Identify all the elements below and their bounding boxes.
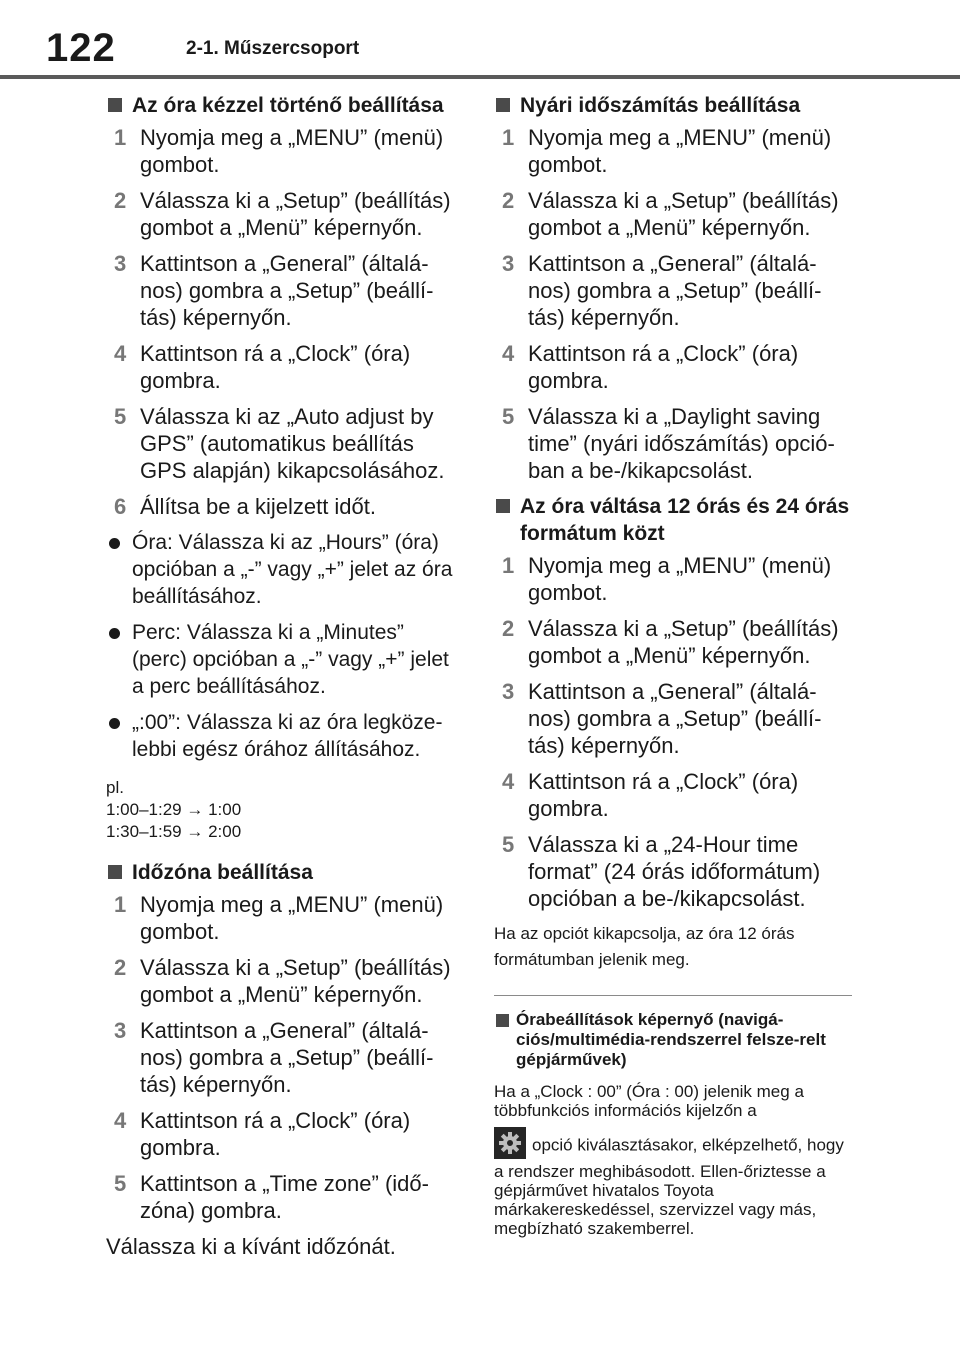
step-number: 4 (502, 769, 515, 794)
step-text: Kattintson rá a „Clock” (óra) gombra. (140, 1108, 411, 1160)
step-item (494, 403, 854, 484)
bullet-dot-icon (109, 538, 120, 549)
step-text: Kattintson a „General” (általá-nos) gombra a „Setup” (beállí-tás) képernyőn. (140, 1018, 434, 1097)
step-number: 2 (502, 188, 515, 213)
step-item (494, 552, 854, 606)
step-text: Válassza ki a „Daylight saving time” (nyári időszámítás) opció-ban a be-/kikapcsolást. (528, 404, 835, 483)
bullet-text: Perc: Válassza ki a „Minutes” (perc) opcióban a „-” vagy „+” jelet a perc beállításához. (132, 621, 449, 698)
bullet-item (106, 619, 462, 700)
step-item (106, 340, 462, 394)
timezone-final-text: Válassza ki a kívánt időzónát. (106, 1234, 396, 1259)
section-marker-icon (108, 98, 122, 112)
step-text: Nyomja meg a „MENU” (menü) gombot. (140, 125, 444, 177)
right-column (494, 88, 854, 1238)
bullet-item (106, 709, 462, 763)
section-marker-icon (496, 98, 510, 112)
step-item (106, 403, 462, 484)
step-text: Állítsa be a kijelzett időt. (140, 494, 377, 519)
step-number: 1 (502, 553, 515, 578)
section-title: 2-1. Műszercsoport (186, 38, 360, 59)
heading-timezone: Időzóna beállítása (106, 859, 462, 886)
step-text: Kattintson rá a „Clock” (óra) gombra. (140, 341, 411, 393)
step-text: Kattintson rá a „Clock” (óra) gombra. (528, 341, 799, 393)
step-number: 5 (114, 404, 127, 429)
example-line: 1:00–1:29 → 1:00 (106, 800, 242, 819)
heading-manual-clock: Az óra kézzel történő beállítása (106, 92, 462, 119)
bullet-text: „:00”: Válassza ki az óra legköze-lebbi egész órához állításához. (132, 711, 443, 761)
bullet-item (106, 529, 462, 610)
step-item (106, 187, 462, 241)
step-number: 5 (502, 832, 515, 857)
step-number: 4 (114, 341, 127, 366)
step-text: Nyomja meg a „MENU” (menü) gombot. (140, 892, 444, 944)
format-note: Ha az opciót kikapcsolja, az óra 12 órás formátumban jelenik meg. (494, 924, 795, 969)
step-item (494, 615, 854, 669)
step-text: Válassza ki a „Setup” (beállítás) gombot a „Menü” képernyőn. (140, 188, 451, 240)
step-item (106, 891, 462, 945)
step-text: Válassza ki a „Setup” (beállítás) gombot a „Menü” képernyőn. (528, 188, 839, 240)
step-text: Kattintson a „General” (általá-nos) gombra a „Setup” (beállí-tás) képernyőn. (528, 251, 822, 330)
manual-bullets-list (106, 529, 462, 763)
heading-dst: Nyári időszámítás beállítása (494, 92, 854, 119)
example-line: pl. (106, 778, 124, 797)
step-number: 3 (114, 251, 127, 276)
step-item (494, 124, 854, 178)
example-note (106, 777, 462, 843)
step-text: Válassza ki a „Setup” (beállítás) gombot a „Menü” képernyőn. (528, 616, 839, 668)
section-marker-icon (496, 499, 510, 513)
step-number: 2 (114, 188, 127, 213)
section-marker-icon (496, 1014, 509, 1027)
step-item (494, 831, 854, 912)
step-item (494, 340, 854, 394)
manual-steps-list (106, 124, 462, 520)
step-text: Kattintson a „General” (általá-nos) gombra a „Setup” (beállí-tás) képernyőn. (528, 679, 822, 758)
bullet-dot-icon (109, 628, 120, 639)
step-item (106, 250, 462, 331)
step-number: 5 (114, 1171, 127, 1196)
step-item (106, 954, 462, 1008)
page-header (0, 0, 960, 84)
step-number: 5 (502, 404, 515, 429)
step-item (106, 1017, 462, 1098)
gear-icon (494, 1127, 526, 1159)
step-text: Nyomja meg a „MENU” (menü) gombot. (528, 125, 832, 177)
step-text: Nyomja meg a „MENU” (menü) gombot. (528, 553, 832, 605)
bullet-text: Óra: Válassza ki az „Hours” (óra) opcióban a „-” vagy „+” jelet az óra beállításához. (132, 531, 453, 608)
step-number: 6 (114, 494, 127, 519)
step-text: Válassza ki az „Auto adjust by GPS” (automatikus beállítás GPS alapján) kikapcsolásához. (140, 404, 445, 483)
format-steps-list (494, 552, 854, 912)
step-item (494, 768, 854, 822)
step-item (494, 678, 854, 759)
step-item (106, 493, 462, 520)
step-text: Kattintson a „General” (általá-nos) gombra a „Setup” (beállí-tás) képernyőn. (140, 251, 434, 330)
header-divider (0, 75, 960, 79)
step-text: Válassza ki a „Setup” (beállítás) gombot a „Menü” képernyőn. (140, 955, 451, 1007)
step-item (106, 1170, 462, 1224)
bullet-dot-icon (109, 718, 120, 729)
heading-format: Az óra váltása 12 órás és 24 órás formátum közt (494, 493, 854, 547)
info-text: Ha a „Clock : 00” (Óra : 00) jelenik meg a többfunkciós információs kijelzőn a opció kiválasztásakor, elképzelhető, hogy a rendszer meghibásodott. Ellen-őriztesse a gépjárművet hivatalos Toyota márkakereskedéssel, szervizzel vagy más, megbízható szakemberrel. (494, 1082, 844, 1238)
page-number: 122 (46, 26, 116, 70)
section-divider (494, 995, 852, 996)
step-text: Válassza ki a „24-Hour time format” (24 órás időformátum) opcióban a be-/kikapcsolást. (528, 832, 821, 911)
step-number: 3 (114, 1018, 127, 1043)
step-number: 1 (502, 125, 515, 150)
step-item (106, 124, 462, 178)
step-number: 4 (114, 1108, 127, 1133)
step-text: Kattintson rá a „Clock” (óra) gombra. (528, 769, 799, 821)
example-line: 1:30–1:59 → 2:00 (106, 822, 242, 841)
step-number: 2 (502, 616, 515, 641)
step-number: 1 (114, 892, 127, 917)
section-marker-icon (108, 865, 122, 879)
step-text: Kattintson a „Time zone” (idő-zóna) gombra. (140, 1171, 429, 1223)
step-number: 3 (502, 251, 515, 276)
dst-steps-list (494, 124, 854, 484)
left-column (106, 88, 462, 1261)
heading-info: Órabeállítások képernyő (navigá-ciós/multimédia-rendszerrel felsze-relt gépjárművek) (494, 1010, 854, 1070)
step-number: 1 (114, 125, 127, 150)
step-item (494, 187, 854, 241)
step-item (106, 1107, 462, 1161)
timezone-steps-list (106, 891, 462, 1224)
step-number: 2 (114, 955, 127, 980)
step-number: 3 (502, 679, 515, 704)
step-number: 4 (502, 341, 515, 366)
step-item (494, 250, 854, 331)
